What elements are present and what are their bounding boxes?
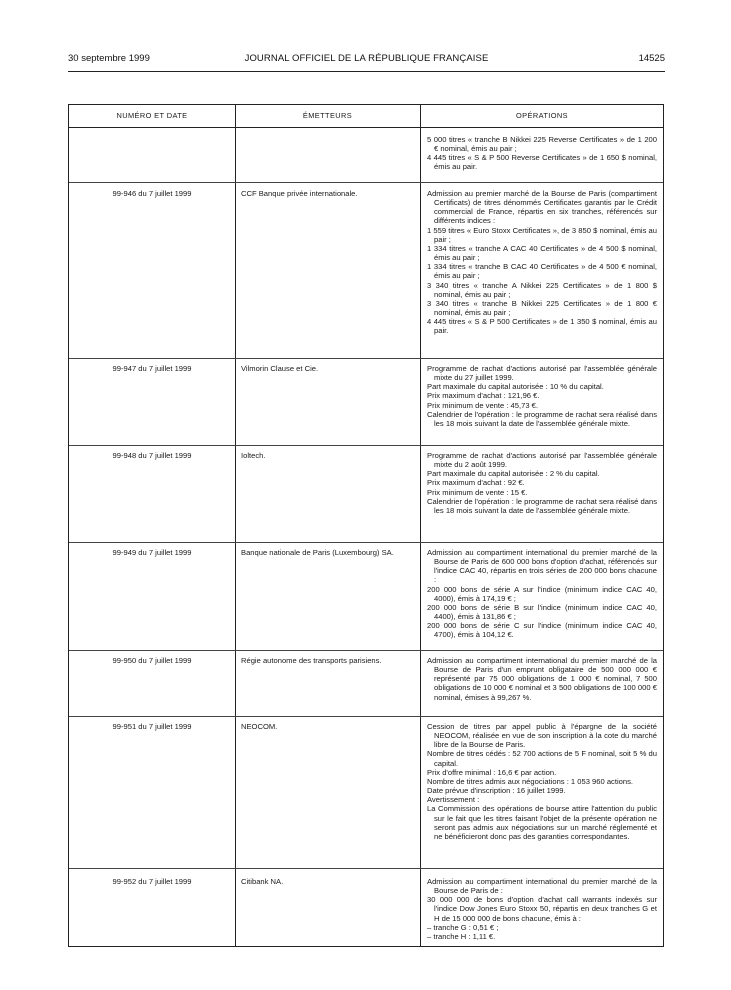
column-divider	[235, 105, 236, 946]
continuation-operations	[427, 135, 657, 172]
operation-line: Admission au compartiment international du premier marché de la Bourse de Paris de 600 000 bons d'option d'achat, référencés sur l'indice CAC 40, répartis en trois séries de 200 000 bons chacune :	[427, 548, 657, 585]
operation-line: Admission au premier marché de la Bourse de Paris (compartiment Certificats) de titres dénommés Certificates garantis par le Crédit commercial de France, répartis en six tranches, référencés sur différents indices :	[427, 189, 657, 226]
operation-line: 1 559 titres « Euro Stoxx Certificates », de 3 850 $ nominal, émis au pair ;	[427, 225, 657, 244]
operation-line: Avertissement :	[427, 795, 480, 805]
operation-line: Nombre de titres cédés : 52 700 actions de 5 F nominal, soit 5 % du capital.	[427, 749, 657, 768]
operation-line: 3 340 titres « tranche B Nikkei 225 Certificates » de 1 800 € nominal, émis au pair ;	[427, 298, 657, 318]
operation-line: 1 334 titres « tranche A CAC 40 Certificates » de 4 500 $ nominal, émis au pair ;	[427, 243, 657, 263]
operation-line: Part maximale du capital autorisée : 2 % du capital.	[427, 469, 600, 479]
operation-line: Prix d'offre minimal : 16,6 € par action.	[427, 767, 557, 777]
operation-line: 3 340 titres « tranche A Nikkei 225 Certificates » de 1 800 $ nominal, émis au pair ;	[427, 280, 657, 299]
operation-line: Programme de rachat d'actions autorisé par l'assemblée générale mixte du 27 juillet 1999.	[427, 364, 657, 383]
row-divider	[69, 716, 663, 717]
operation-line: Prix minimum de vente : 15 €.	[427, 487, 528, 497]
header-date: 30 septembre 1999	[68, 53, 150, 64]
row-divider	[69, 445, 663, 446]
row-operations	[427, 548, 657, 640]
operation-line: 200 000 bons de série B sur l'indice (minimum indice CAC 40, 4400), émis à 131,86 € ;	[427, 602, 657, 622]
row-number: 99-952 du 7 juillet 1999	[112, 877, 192, 886]
operations-table	[68, 104, 664, 947]
column-header-issuer: ÉMETTEURS	[302, 111, 353, 120]
row-operations	[427, 656, 657, 702]
row-number: 99-951 du 7 juillet 1999	[112, 722, 192, 731]
row-issuer: Ioltech.	[241, 451, 266, 460]
operation-line: Cession de titres par appel public à l'épargne de la société NEOCOM, réalisée en vue de son inscription à la cote du marché libre de la Bourse de Paris.	[427, 722, 657, 750]
operation-line: – tranche H : 1,11 €.	[427, 931, 496, 941]
row-issuer: NEOCOM.	[241, 722, 278, 731]
operation-line: Nombre de titres admis aux négociations : 1 053 960 actions.	[427, 776, 633, 786]
page-number: 14525	[638, 53, 665, 64]
operation-line: Prix maximum d'achat : 121,96 €.	[427, 391, 540, 401]
operation-line: Date prévue d'inscription : 16 juillet 1999.	[427, 786, 566, 796]
operation-line: 200 000 bons de série C sur l'indice (minimum indice CAC 40, 4700), émis à 104,12 €.	[427, 621, 657, 640]
row-issuer: Régie autonome des transports parisiens.	[241, 656, 382, 665]
operation-line: Admission au compartiment international du premier marché de la Bourse de Paris d'un emprunt obligataire de 500 000 000 € représenté par 75 000 obligations de 1 000 € nominal, 7 500 obligations de 10 000 € nominal et 3 500 obligations de 100 000 € nominal, émises à 99,267 %.	[427, 656, 657, 702]
row-operations	[427, 877, 657, 941]
row-operations	[427, 722, 657, 841]
operation-line: Admission au compartiment international du premier marché de la Bourse de Paris de :	[427, 877, 657, 896]
journal-title: JOURNAL OFFICIEL DE LA RÉPUBLIQUE FRANÇAISE	[244, 53, 489, 64]
operation-line: Prix minimum de vente : 45,73 €.	[427, 400, 539, 410]
header-divider	[69, 127, 663, 128]
row-issuer: CCF Banque privée internationale.	[241, 189, 358, 198]
row-operations	[427, 451, 657, 515]
operation-line: Calendrier de l'opération : le programme de rachat sera réalisé dans les 18 mois suivant la date de l'assemblée générale mixte.	[427, 496, 657, 515]
operation-line: Prix maximum d'achat : 92 €.	[427, 478, 525, 488]
operation-line: 4 445 titres « S & P 500 Reverse Certificates » de 1 650 $ nominal, émis au pair.	[427, 153, 657, 172]
operation-line: Programme de rachat d'actions autorisé par l'assemblée générale mixte du 2 août 1999.	[427, 451, 657, 470]
operation-line: 200 000 bons de série A sur l'indice (minimum indice CAC 40, 4000), émis à 174,19 € ;	[427, 584, 657, 603]
row-divider	[69, 650, 663, 651]
row-divider	[69, 868, 663, 869]
operation-line: 5 000 titres « tranche B Nikkei 225 Reverse Certificates » de 1 200 € nominal, émis au pair ;	[427, 135, 657, 154]
operation-line: 1 334 titres « tranche B CAC 40 Certificates » de 4 500 € nominal, émis au pair ;	[427, 262, 657, 281]
column-divider	[420, 105, 421, 946]
row-issuer: Vilmorin Clause et Cie.	[241, 364, 319, 373]
operation-line: – tranche G : 0,51 € ;	[427, 922, 499, 932]
header-rule	[68, 71, 665, 72]
page-header	[68, 53, 665, 67]
operation-line: 30 000 000 de bons d'option d'achat call warrants indexés sur l'indice Dow Jones Euro Stoxx 50, répartis en deux tranches G et H de 15 000 000 de bons chacune, émis à :	[427, 895, 657, 923]
row-divider	[69, 358, 663, 359]
row-issuer: Citibank NA.	[241, 877, 284, 886]
operation-line: Calendrier de l'opération : le programme de rachat sera réalisé dans les 18 mois suivant la date de l'assemblée générale mixte.	[427, 409, 657, 428]
row-issuer: Banque nationale de Paris (Luxembourg) SA.	[241, 548, 394, 557]
operation-line: Part maximale du capital autorisée : 10 % du capital.	[427, 382, 604, 392]
row-number: 99-950 du 7 juillet 1999	[112, 656, 192, 665]
row-number: 99-947 du 7 juillet 1999	[112, 364, 192, 373]
row-number: 99-948 du 7 juillet 1999	[112, 451, 192, 460]
operation-line: 4 445 titres « S & P 500 Certificates » de 1 350 $ nominal, émis au pair.	[427, 317, 657, 336]
row-divider	[69, 542, 663, 543]
row-number: 99-949 du 7 juillet 1999	[112, 548, 192, 557]
row-operations	[427, 364, 657, 428]
row-operations	[427, 189, 657, 336]
column-header-operations: OPÉRATIONS	[516, 111, 568, 120]
row-number: 99-946 du 7 juillet 1999	[112, 189, 192, 198]
operation-line: La Commission des opérations de bourse attire l'attention du public sur le fait que les titres faisant l'objet de la présente opération ne seront pas admis aux négociations sur un marché réglementé et ne bénéficieront donc pas des garanties correspondantes.	[427, 804, 657, 841]
row-divider	[69, 182, 663, 183]
column-header-number: NUMÉRO ET DATE	[116, 111, 188, 120]
